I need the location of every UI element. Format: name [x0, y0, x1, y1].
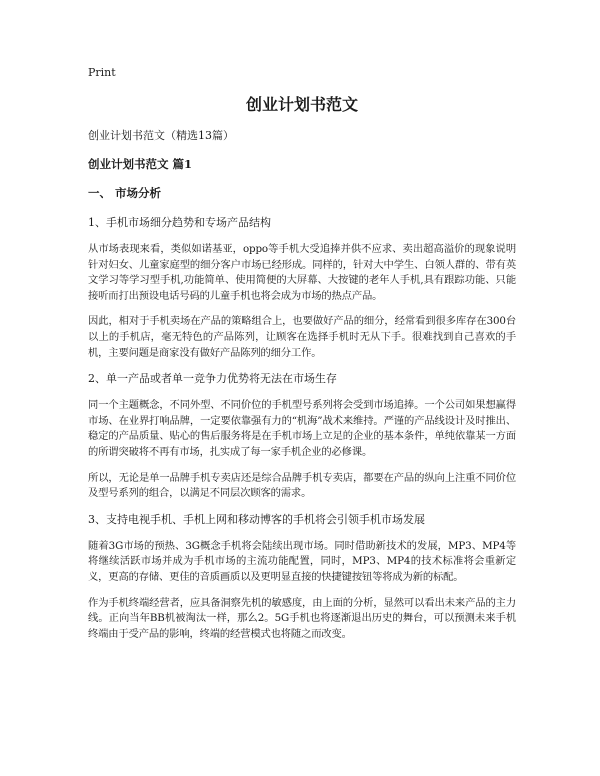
subheading-1: 1、手机市场细分趋势和专场产品结构: [88, 216, 271, 229]
part-heading: 一、 市场分析: [88, 186, 162, 200]
document-subtitle: 创业计划书范文（精选13篇）: [88, 129, 234, 142]
page-title: 创业计划书范文: [245, 95, 358, 114]
subheading-2: 2、单一产品或者单一竞争力优势将无法在市场生存: [88, 372, 337, 386]
paragraph-6: 作为手机终端经营者，应具备洞察先机的敏感度，由上面的分析，显然可以看出未来产品的主力线。正向当年BB机被淘汰一样，那么2。5G手机也将逐渐退出历史的舞台，可以预测未来手机终端由于受产品的影响，终端的经营模式也将随之而改变。: [88, 596, 516, 640]
paragraph-5: 随着3G市场的预热、3G概念手机将会陆续出现市场。同时借助新技术的发展，MP3、MP4等将继续活跃市场并成为手机市场的主流功能配置，同时，MP3、MP4的技术标准将会重新定义，更高的存储、更佳的音质画质以及更明显直接的快捷键按钮等将成为新的标配。: [88, 539, 516, 583]
document-page: [88, 66, 516, 652]
paragraph-2: 因此，相对于手机卖场在产品的策略组合上，也要做好产品的细分，经常看到很多库存在300台以上的手机店，毫无特色的产品陈列，让顾客在选择手机时无从下手。很难找到自己喜欢的手机，主要问题是商家没有做好产品陈列的细分工作。: [88, 315, 516, 359]
print-link[interactable]: Print: [88, 66, 116, 79]
paragraph-4: 所以，无论是单一品牌手机专卖店还是综合品牌手机专卖店，都要在产品的纵向上注重不同价位及型号系列的组合，以满足不同层次顾客的需求。: [88, 471, 516, 500]
paragraph-1: 从市场表现来看，类似如诺基亚，oppo等手机大受追捧并供不应求、卖出超高溢价的现象说明针对妇女、儿童家庭型的细分客户市场已经形成。同样的，针对大中学生、白领人群的、带有英文学习等学习型手机,功能简单、使用简便的大屏幕、大按键的老年人手机,具有跟踪功能、只能接听而打出预设电话号码的儿童手机也将会成为市场的热点产品。: [88, 243, 516, 302]
subheading-3: 3、支持电视手机、手机上网和移动博客的手机将会引领手机市场发展: [88, 512, 425, 526]
paragraph-3: 同一个主题概念，不同外型、不同价位的手机型号系列将会受到市场追捧。一个公司如果想赢得市场、在业界打响品牌，一定要依靠强有力的“机海”战术来维持。严谨的产品线设计及时推出、稳定的产品质量、贴心的售后服务将是在手机市场上立足的企业的基本条件，单纯依靠某一方面的所谓突破将不再有市场，扎实成了每一家手机企业的必修课。: [88, 399, 516, 458]
section-heading: 创业计划书范文 篇1: [88, 157, 193, 171]
